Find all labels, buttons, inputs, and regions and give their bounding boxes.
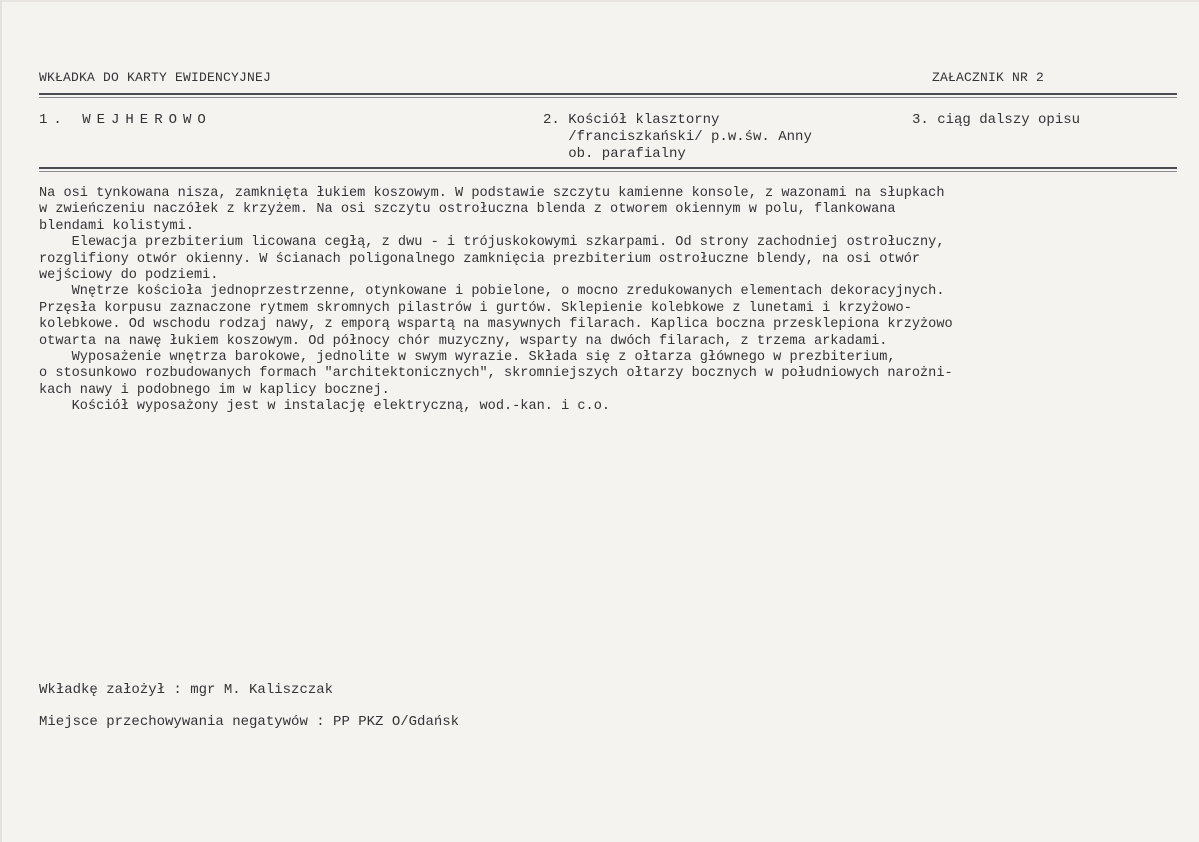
negatives-location-line: Miejsce przechowywania negatywów : PP PKZ O/Gdańsk: [39, 714, 460, 730]
object-line: ob. parafialny: [543, 146, 686, 162]
author-line: Wkładkę założył : mgr M. Kaliszczak: [39, 682, 334, 698]
description-line: Elewacja prezbiterium licowana cegłą, z dwu - i trójuskokowymi szkarpami. Od strony zachodniej ostrołuczny,: [39, 235, 945, 251]
object-line: 2. Kościół klasztorny: [543, 112, 720, 128]
location-field: 1. WEJHEROWO: [39, 112, 212, 128]
middle-divider: [39, 167, 1177, 169]
continuation-field: 3. ciąg dalszy opisu: [912, 112, 1081, 128]
top-divider: [39, 93, 1177, 95]
description-line: kach nawy i podobnego im w kaplicy bocznej.: [39, 382, 390, 398]
attachment-number: ZAŁACZNIK NR 2: [932, 70, 1045, 85]
description-line: Na osi tynkowana nisza, zamknięta łukiem koszowym. W podstawie szczytu kamienne konsole, z wazonami na słupkach: [39, 186, 945, 201]
description-line: Przęsła korpusu zaznaczone rytmem skromnych pilastrów i gurtów. Sklepienie kolebkowe z lunetami i krzyżowo-: [39, 300, 912, 316]
top-divider-thin: [39, 97, 1177, 98]
card-title: WKŁADKA DO KARTY EWIDENCYJNEJ: [39, 70, 272, 85]
description-text: [39, 186, 1179, 415]
description-line: Wyposażenie wnętrza barokowe, jednolite w swym wyrazie. Składa się z ołtarza głównego w prezbiterium,: [39, 349, 896, 365]
description-line: w zwieńczeniu naczółek z krzyżem. Na osi szczytu ostrołuczna blenda z otworem okiennym w polu, flankowana: [39, 202, 896, 218]
description-line: Wnętrze kościoła jednoprzestrzenne, otynkowane i pobielone, o mocno zredukowanych elementach dekoracyjnych.: [39, 284, 945, 300]
description-line: rozglifiony otwór okienny. W ścianach poligonalnego zamknięcia prezbiterium ostrołuczne blendy, na osi otwór: [39, 251, 921, 267]
description-line: wejściowy do podziemi.: [39, 267, 219, 283]
description-line: Kościół wyposażony jest w instalację elektryczną, wod.-kan. i c.o.: [39, 399, 611, 415]
description-line: kolebkowe. Od wschodu rodzaj nawy, z emporą wspartą na masywnych filarach. Kaplica boczna przesklepiona krzyżowo: [39, 317, 953, 333]
description-line: blendami kolistymi.: [39, 218, 194, 234]
description-line: otwarta na nawę łukiem koszowym. Od północy chór muzyczny, wsparty na dwóch filarach, z trzema arkadami.: [39, 333, 888, 349]
description-line: o stosunkowo rozbudowanych formach "architektonicznych", skromniejszych ołtarzy bocznych w południowych narożni-: [39, 366, 953, 382]
object-line: /franciszkański/ p.w.św. Anny: [543, 129, 812, 145]
object-field: [543, 112, 812, 163]
middle-divider-thin: [39, 171, 1177, 172]
